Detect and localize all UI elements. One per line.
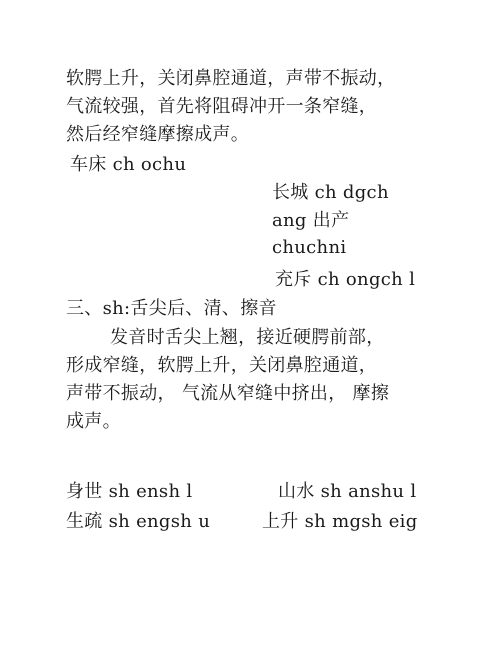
section-heading-sh: 三、sh:舌尖后、清、擦音 — [66, 298, 277, 319]
example-shanshui: 山水 sh anshu l — [278, 481, 417, 502]
example-changcheng-line-1: 长城 ch dgch — [272, 182, 389, 203]
paragraph-1-line-2: 气流较强，首先将阻碍冲开一条窄缝， — [66, 96, 378, 117]
paragraph-1-line-1: 软腭上升，关闭鼻腔通道，声带不振动， — [66, 68, 396, 89]
example-shengshu: 生疏 sh engsh u — [66, 511, 211, 532]
example-changcheng-line-2: ang 出产 — [272, 210, 350, 231]
example-shenshi: 身世 sh ensh l — [66, 481, 193, 502]
paragraph-2-line-1: 发音时舌尖上翘，接近硬腭前部， — [110, 327, 385, 348]
paragraph-2-line-3: 声带不振动， 气流从窄缝中挤出， 摩擦 — [66, 383, 390, 404]
example-chechuang: 车床 ch ochu — [70, 154, 187, 175]
paragraph-2-line-4: 成声。 — [66, 411, 121, 432]
paragraph-2-line-2: 形成窄缝，软腭上升，关闭鼻腔通道， — [66, 355, 378, 376]
paragraph-1-line-3: 然后经窄缝摩擦成声。 — [66, 124, 249, 145]
example-changcheng-line-3: chuchni — [272, 237, 347, 258]
example-chongchi: 充斥 ch ongch l — [275, 269, 416, 290]
example-shangsheng: 上升 sh mgsh eig — [262, 511, 418, 532]
